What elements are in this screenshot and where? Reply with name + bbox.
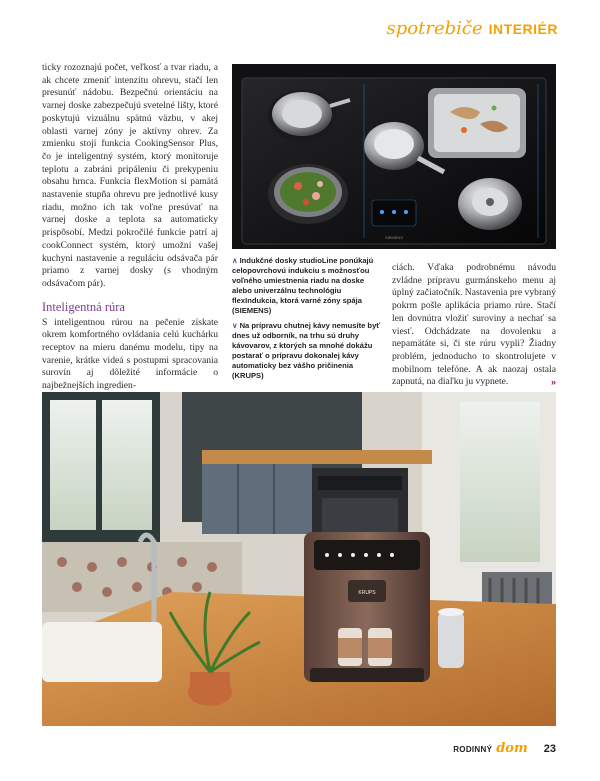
kitchen-coffee-photo: [42, 392, 556, 726]
caption-hob-text: Indukčné dosky studioLine ponúkajú celopovrchovú indukciu s možnosťou voľného umiestnenia riadu na doske alebo univerzálnu technológiu flexIndukcia, ktorá varné zóny spája (SIEMENS): [232, 256, 374, 315]
magazine-brand-part2: dom: [496, 741, 528, 756]
caption-up-arrow-icon: ∧: [232, 256, 238, 265]
section-title: spotrebiče: [386, 18, 483, 39]
left-text-column: [42, 62, 218, 393]
page-number: 23: [543, 743, 556, 755]
page-footer: [453, 741, 556, 756]
body-paragraph-3: [392, 262, 556, 389]
right-text-column: [392, 262, 556, 389]
section-subtitle: INTERIÉR: [488, 21, 558, 37]
magazine-brand-part1: RODINNÝ: [453, 745, 493, 754]
photo-captions: [232, 256, 382, 386]
caption-down-arrow-icon: ∨: [232, 321, 238, 330]
section-header: [387, 18, 558, 39]
kitchen-illustration: [42, 392, 556, 726]
body-paragraph-1: ticky rozoznajú počet, veľkosť a tvar riadu, a ak chcete zmeniť intenzitu ohrevu, stačí len presunúť nádobu. Bezpečnú orientáciu na varnej doske zabezpečujú svetelné lišty, ktoré poskytujú vizuálnu spätnú väzbu, v akej oblasti varnej zóny je aktívny ohrev. Za zmienku stojí funkcia CookingSensor Plus, čo je inteligentný systém, ktorý monitoruje teplotu a zabráni pripáleniu či prekypeniu obsahu hrnca. Funkcia flexMotion si pamätá nastavenie stupňa ohrevu pre jednotlivé kusy riadu, možno ich tak voľne presúvať na varnej doske a teplota sa automaticky prispôsobí. Medzi pokročilé funkcie patrí aj cookConnect systém, ktorý umožní vašej kuchyni nastavenie a reguláciu odsávača pár priamo z varnej dosky (s vhodným odsávačom pár).: [42, 62, 218, 289]
caption-coffee-text: Na prípravu chutnej kávy nemusíte byť dnes už odborník, na trhu sú druhy kávovarov, z ktorých sa mnohé dokážu postarať o prípravu dokonalej kávy automaticky bez vášho pričinenia (KRUPS): [232, 321, 380, 380]
body-paragraph-3-text: ciách. Vďaka podrobnému návodu zvládne prípravu gurmánskeho menu aj úplný začiatočník. Nastavenia pre vybraný pokrm pošle aplikácia priamo rúre. Stačí len dovnútra vložiť suroviny a nechať sa viesť. Odchádzate na dovolenku a nepamätáte si, či ste rúru vypli? Žiadny problém, jednoducho to skontrolujete v mobilnom telefóne. A ak naozaj ostala zapnutá, na diaľku ju vypnete.: [392, 262, 556, 388]
subheading-smart-oven: Inteligentná rúra: [42, 299, 125, 314]
induction-hob-photo: [232, 64, 556, 249]
induction-hob-illustration: [232, 64, 556, 249]
machine-brand-label: KRUPS: [358, 590, 376, 596]
body-paragraph-2: S inteligentnou rúrou na pečenie získate okrem komfortného ovládania celú kuchárku receptov na mieru danému modelu, tipy na varenie, krátke videá s postupmi spracovania surovín aj dôležité informácie o najbežnejších ingredien-: [42, 316, 218, 392]
caption-hob: [232, 256, 382, 316]
caption-coffee: [232, 321, 382, 381]
hob-brand-label: SIEMENS: [384, 235, 404, 240]
continue-arrow-icon: »: [550, 377, 556, 388]
